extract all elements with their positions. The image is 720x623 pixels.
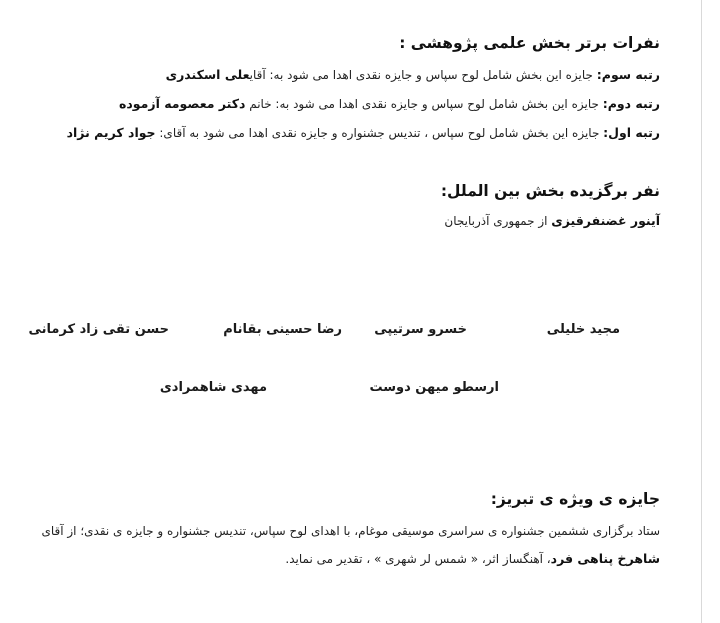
second-rank-line xyxy=(119,96,660,111)
international-winner-text: از جمهوری آذربایجان xyxy=(444,214,552,228)
honoree-name: ارسطو میهن دوست xyxy=(369,380,499,395)
tabriz-section-heading: جایزه ی ویژه ی تبریز: xyxy=(490,490,660,508)
science-section-heading: نفرات برتر بخش علمی پژوهشی : xyxy=(399,34,660,52)
vertical-scrollbar[interactable] xyxy=(701,0,720,623)
second-rank-label: رتبه دوم: xyxy=(602,96,660,111)
honoree-name: رضا حسینی بقانام xyxy=(223,322,342,337)
first-rank-name: جواد کریم نژاد xyxy=(66,125,156,140)
honoree-name: خسرو سرتیپی xyxy=(374,322,467,337)
first-rank-label: رتبه اول: xyxy=(603,125,660,140)
third-rank-name: علی اسکندری xyxy=(165,67,250,82)
honoree-name: مهدی شاهمرادی xyxy=(159,380,267,395)
honoree-name: حسن تقی زاد کرمانی xyxy=(28,322,169,337)
tabriz-honoree-name: شاهرخ پناهی فرد xyxy=(550,551,660,566)
second-rank-text: جایزه این بخش شامل لوح سپاس و جایزه نقدی اهدا می شود به: خانم xyxy=(245,97,603,111)
international-winner-line xyxy=(444,213,660,228)
international-section-heading: نفر برگزیده بخش بین الملل: xyxy=(440,182,660,200)
tabriz-paragraph xyxy=(24,518,660,573)
third-rank-label: رتبه سوم: xyxy=(596,67,660,82)
tabriz-text-1: ستاد برگزاری ششمین جشنواره ی سراسری موسیقی موغام، با اهدای لوح سپاس، تندیس جشنواره و جایزه ی نقدی؛ از آقای xyxy=(41,524,660,538)
third-rank-text: جایزه این بخش شامل لوح سپاس و جایزه نقدی اهدا می شود به: آقای xyxy=(249,68,597,82)
second-rank-name: دکتر معصومه آزموده xyxy=(119,96,246,111)
international-winner-name: آینور غضنفرقیزی xyxy=(551,213,660,228)
first-rank-line xyxy=(67,125,660,140)
first-rank-text: جایزه این بخش شامل لوح سپاس ، تندیس جشنواره و جایزه نقدی اهدا می شود به آقای: xyxy=(155,126,604,140)
third-rank-line xyxy=(166,67,660,82)
tabriz-text-2: ، آهنگساز اثر، « شمس لر شهری » ، تقدیر می نماید. xyxy=(285,552,551,566)
honoree-name: مجید خلیلی xyxy=(546,322,620,337)
